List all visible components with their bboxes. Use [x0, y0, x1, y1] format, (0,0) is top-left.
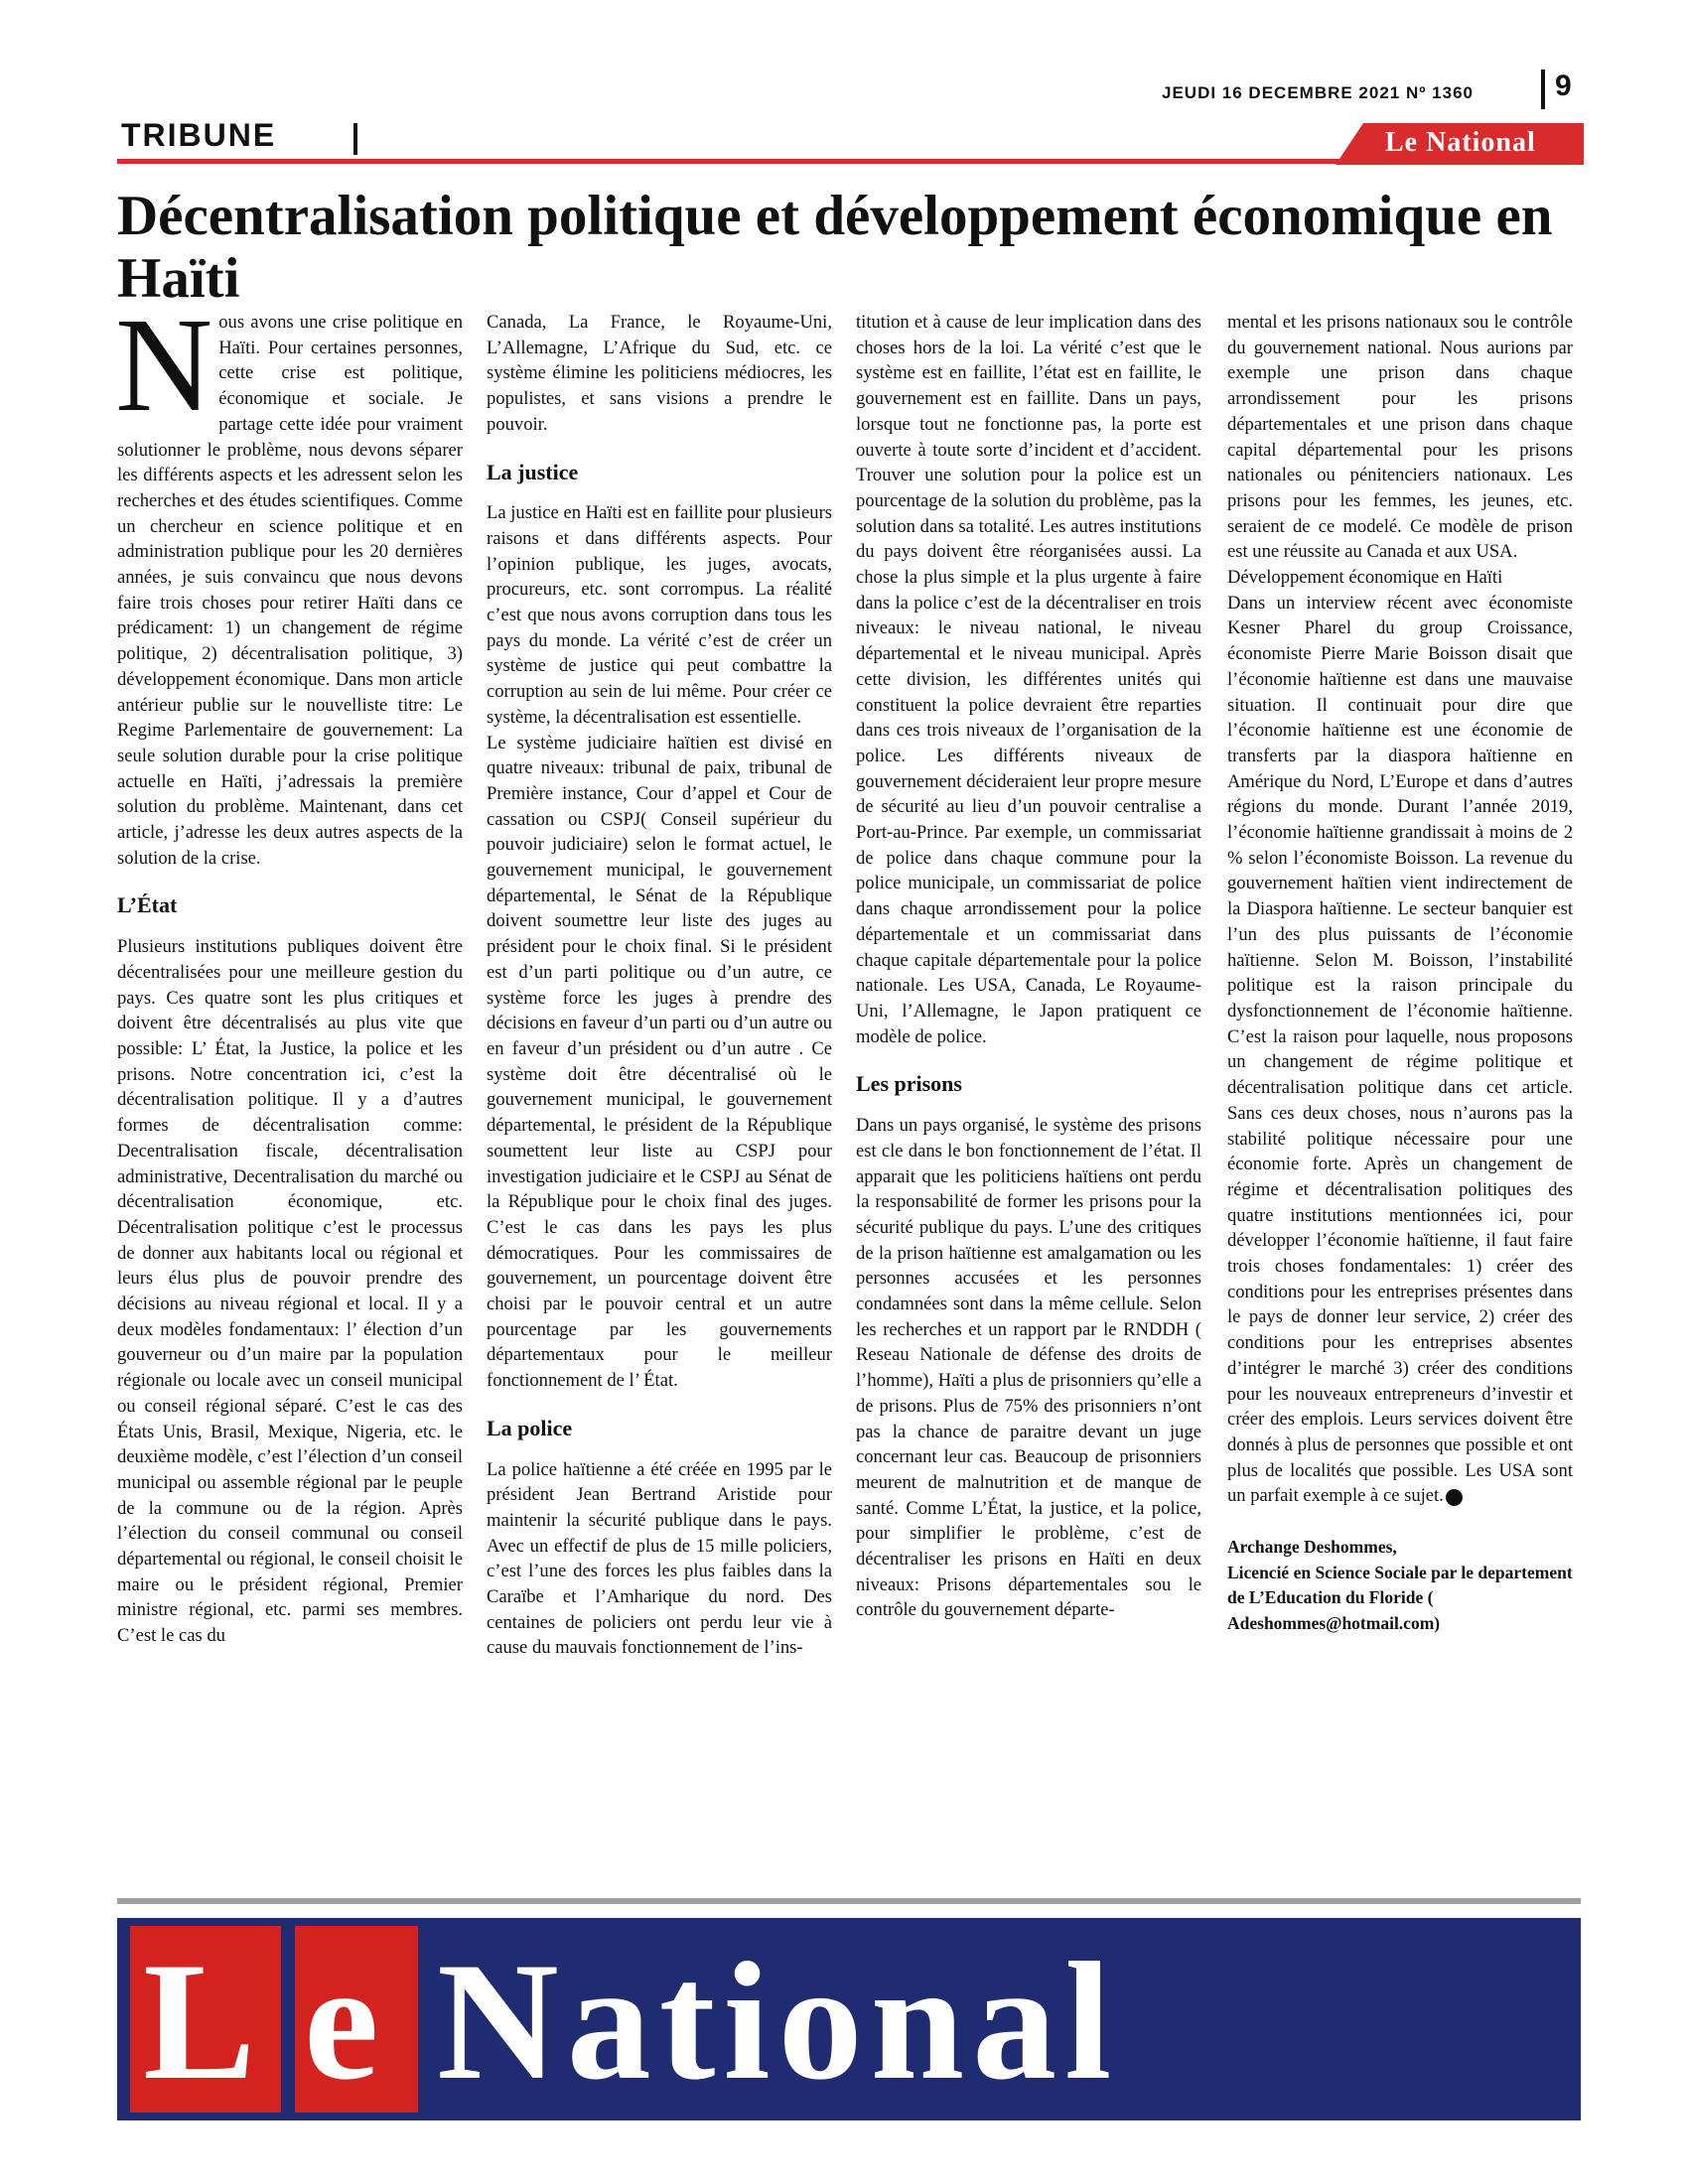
headline: Décentralisation politique et développement économique en Haïti [117, 185, 1553, 310]
subhead-police: La police [487, 1415, 573, 1440]
column-1 [115, 291, 463, 1649]
paragraph: La justice en Haïti est en faillite pour plusieurs raisons et dans différents aspects. Pour l’opinion publique, les juges, avocats, procureurs, etc. sont corrompus. La réalité c’est que nous avons corruption dans tous les pays du monde. La vérité c’est de créer un système de justice qui peut combattre la corruption au sein de lui même. Pour créer ce système, la décentralisation est essentielle. [487, 502, 833, 728]
page-number: 9 [1555, 69, 1572, 102]
paragraph: titution et à cause de leur implication dans des choses hors de la loi. La vérité c’est que le système est en faillite, l’état est en faillite, le gouvernement est en faillite. Dans un pays, lorsque tout ne fonctionne pas, la porte est ouverte à toute sorte d’incident et d’accident. Trouver une solution pour la police est un pourcentage de la solution du problème, pas la solution dans sa totalité. Les autres institutions du pays doivent être réorganisées aussi. La chose la plus simple et la plus urgente à faire dans la police c’est de la décentraliser en trois niveaux: le niveau national, le niveau départemental et le niveau municipal. Après cette division, les différentes unités qui constituent la police devraient être reparties dans ces trois niveaux de l’organisation de la police. Les différents niveaux de gouvernement décideraient leur propre mesure de sécurité au lieu d’un pouvoir centralise a Port-au-Prince. Par exemple, un commissariat de police dans chaque commune pour la police municipale, un commissariat de police dans chaque arrondissement pour la police départementale et un commissariat dans chaque capitale départementale pour la police nationale. Les USA, Canada, Le Royaume-Uni, l’Allemagne, le Japon pratiquent ce modèle de police. [856, 312, 1201, 1047]
lead-paragraph [115, 291, 463, 871]
paragraph-heading-line: Développement économique en Haïti [1227, 567, 1503, 589]
lead-text: ous avons une crise politique en Haïti. Pour certaines personnes, cette crise est politique, économique et sociale. Je partage cette idée pour vraiment solutionner le problème, nous devons séparer les différents aspects et les adressent selon les recherches et des études scientifiques. Comme un chercheur en science politique et en administration publique pour les 20 dernières années, je suis convaincu que nous devons faire trois choses pour retirer Haïti dans ce prédicament: 1) un changement de régime politique, 2) décentralisation politique, 3) développement économique. Dans mon article antérieur publie sur le nouvelliste titre: Le Regime Parlementaire de gouvernement: La seule solution durable pour la crise politique actuelle en Haïti, j’adressais la première solution du problème. Maintenant, dans cet article, j’adresse les deux autres aspects de la solution de la crise. [117, 312, 463, 869]
paragraph: Le système judiciaire haïtien est divisé en quatre niveaux: tribunal de paix, tribunal de Première instance, Cour d’appel et Cour de cassation ou CSPJ( Conseil supérieur du pouvoir judiciaire) selon le format actuel, le gouvernement municipal, le gouvernement départemental, le Sénat de la République doivent soumettre leur liste des juges au président pour le choix final. Si le président est d’un parti politique ou d’un autre, ce système force les juges à prendre des décisions en faveur d’un parti ou d’un autre ou en faveur d’un président ou d’un autre . Ce système doit être décentralisé où le gouvernement municipal, le gouvernement départemental, le président de la République soumettent leur liste au CSPJ pour investigation judiciaire et le CSPJ au Sénat de la République pour le choix final des juges. C’est le cas dans les pays les plus démocratiques. Pour les commissaires de gouvernement, un pourcentage doivent être choisi par le pouvoir central et un autre pourcentage par les gouvernements départementaux pour le meilleur fonctionnement de l’ État. [487, 732, 833, 1392]
logo-national: National [437, 1928, 1120, 2115]
author-credentials: Licencié en Science Sociale par le departement de L’Education du Floride ( Adeshommes@hotmail.com) [1227, 1562, 1573, 1634]
header-rule [117, 159, 1581, 164]
subhead-prisons: Les prisons [856, 1071, 962, 1097]
paragraph: Dans un pays organisé, le système des prisons est cle dans le bon fonctionnement de l’état. Il apparait que les politiciens haïtiens ont perdu la responsabilité de former les prisons pour la sécurité publique du pays. L’une des critiques de la prison haïtienne est amalgamation ou les personnes accusées et les personnes condamnées sont dans la même cellule. Selon les recherches et un rapport par le RNDDH ( Reseau Nationale de défense des droits de l’homme), Haïti a plus de prisonniers qu’elle a de prisons. Plus de 75% des prisonniers n’ont pas la chance de paraitre devant un juge concernant leur cas. Beaucoup de prisonniers meurent de malnutrition et de manque de santé. Comme L’État, la justice, et la police, pour simplifier le problème, c’est de décentraliser les prisons en Haïti en deux niveaux: Prisons départementales sou le contrôle du gouvernement départe- [856, 1115, 1201, 1621]
paragraph: mental et les prisons nationaux sou le contrôle du gouvernement national. Nous aurions par exemple une prison dans chaque arrondissement pour les prisons départementales et une prison dans chaque capital départemental pour les prisons nationales ou pénitenciers nationaux. Les prisons pour les femmes, les jeunes, etc. seraient de ce modelé. Ce modèle de prison est une réussite au Canada et aux USA. [1227, 312, 1573, 563]
subhead-etat: L’État [117, 892, 178, 918]
author-name: Archange Deshommes, [1227, 1537, 1397, 1558]
logo-letter-e: e [304, 1928, 379, 2115]
column-3 [856, 310, 1201, 1623]
section-label: TRIBUNE [121, 117, 277, 153]
section-divider [353, 123, 357, 155]
closing-text: Dans un interview récent avec économiste Kesner Pharel du group Croissance, économiste Pierre Marie Boisson disait que l’économie haïtienne est dans une mauvaise situation. Il continuait pour dire que l’économie haïtienne est une économie de transferts par la diaspora haïtienne en Amérique du Nord, L’Europe et dans d’autres régions du monde. Durant l’année 2019, l’économie haïtienne grandissait à moins de 2 % selon l’économiste Boisson. La revenue du gouvernement haïtien vient indirectement de la Diaspora haïtienne. Le secteur banquier est l’un des plus puissants de l’économie haïtienne. Selon M. Boisson, l’instabilité politique est la raison principale du dysfonctionnement de l’économie haïtienne. C’est la raison pour laquelle, nous proposons un changement de régime politique et décentralisation politique dans cet article. Sans ces deux choses, nous n’aurons pas la stabilité politique nécessaire pour une économie forte. Après un changement de régime et décentralisation politiques des quatre institutions mentionnées ici, pour développer l’économie haïtienne, il faut faire trois choses fondamentales: 1) créer des conditions pour les entreprises présentes dans le pays de donner leur service, 2) créer des conditions pour les entreprises absentes d’intégrer le marché 3) créer des conditions pour les nouveaux entrepreneurs d’investir et créer des emplois. Leurs services doivent être donnés à plus de personnes que possible et ont plus de localités que possible. Les USA sont un parfait exemple à ce sujet. [1227, 592, 1573, 1507]
paragraph: Canada, La France, le Royaume-Uni, L’Allemagne, L’Afrique du Sud, etc. ce système élimine les politiciens médiocres, les populistes, et sans visions a prendre le pouvoir. [487, 312, 832, 435]
drop-cap: N [115, 291, 213, 440]
brand-badge-text: Le National [1385, 127, 1536, 158]
end-mark-icon [1446, 1489, 1463, 1506]
paragraph: La police haïtienne a été créée en 1995 par le président Jean Bertrand Aristide pour maintenir la sécurité publique dans le pays. Avec un effectif de plus de 15 mille policiers, c’est l’une des forces les plus faibles dans la Caraïbe et l’Amharique du nord. Des centaines de policiers ont perdu leur vie à cause du mauvais fonctionnement de l’ins- [487, 1458, 832, 1659]
paragraph: Plusieurs institutions publiques doivent être décentralisées pour une meilleure gestion du pays. Ces quatre sont les plus critiques et doivent être décentralisés au plus vite que possible: L’ État, la Justice, la police et les prisons. Notre concentration ici, c’est la décentralisation politique. Il y a d’autres formes de décentralisation comme: Decentralisation fiscale, décentralisation administrative, Decentralisation du marché ou décentralisation économique, etc. Décentralisation politique c’est le processus de donner aux habitants local ou régional et leurs élus plus de pouvoir prendre des décisions au niveau régional et local. Il y a deux modèles fondamentaux: l’ élection d’un gouverneur ou d’un maire par la population régionale ou locale avec un conseil municipal ou conseil régional séparé. C’est le cas des États Unis, Brasil, Mexique, Nigeria, etc. le deuxième modèle, c’est l’élection d’un conseil municipal ou assemble régional par le peuple de la commune ou de la région. Après l’élection du conseil communal ou conseil départemental ou régional, le conseil choisit le maire ou le président régional, Premier ministre régional, etc. parmi ses membres. C’est le cas du [117, 936, 463, 1647]
dateline: JEUDI 16 DECEMBRE 2021 Nº 1360 [1162, 83, 1475, 102]
logo-letter-l: L [143, 1928, 256, 2115]
subhead-justice: La justice [487, 459, 579, 484]
column-4 [1227, 310, 1573, 1637]
paragraph [1227, 591, 1573, 1509]
page-number-divider [1541, 69, 1545, 109]
column-2 [487, 310, 832, 1661]
footer-rule [117, 1898, 1581, 1904]
